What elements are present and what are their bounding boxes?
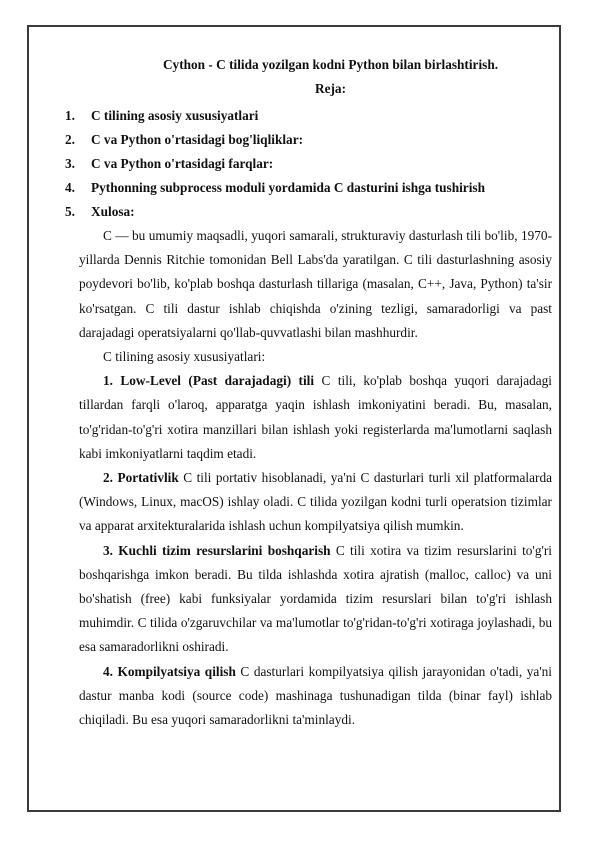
feature-title: 3. Kuchli tizim resurslarini boshqarish [103, 542, 331, 558]
feature-paragraph [79, 539, 552, 660]
plan-item [65, 104, 552, 128]
plan-item-text: Pythonning subprocess moduli yordamida C dasturini ishga tushirish [91, 180, 485, 195]
document-body [65, 56, 552, 732]
plan-item-number: 5. [65, 204, 75, 219]
feature-title: 1. Low-Level (Past darajadagi) tili [103, 373, 315, 389]
plan-list [65, 104, 552, 224]
plan-item [65, 152, 552, 176]
feature-text: C dasturlari kompilyatsiya qilish jarayonidan o'tadi, ya'ni dastur manba kodi (source code) mashinaga tushunadigan tilda (binar fayl) ishlab chiqiladi. Bu esa yuqori samaradorlikni ta'minlaydi. [79, 663, 552, 728]
plan-item-number: 3. [65, 156, 75, 171]
plan-item [65, 200, 552, 224]
feature-paragraph [79, 660, 552, 733]
plan-item-text: C va Python o'rtasidagi farqlar: [91, 156, 274, 171]
document-title: Cython - C tilida yozilgan kodni Python bilan birlashtirish. [162, 57, 499, 72]
plan-item-number: 4. [65, 180, 75, 195]
plan-item-number: 2. [65, 132, 75, 147]
plan-item [65, 128, 552, 152]
plan-item-number: 1. [65, 108, 75, 123]
intro-paragraph: C — bu umumiy maqsadli, yuqori samarali, strukturaviy dasturlash tili bo'lib, 1970-yillarda Dennis Ritchie tomonidan Bell Labs'da yaratilgan. C tili dasturlashning asosiy poydevori bo'lib, ko'plab boshqa dasturlash tillariga (masalan, C++, Java, Python) ta'sir ko'rsatgan. C tili dastur ishlab chiqishda o'zining tezligi, samaradorligi va past darajadagi operatsiyalarni qo'llab-quvvatlashi bilan mashhurdir. [79, 228, 552, 340]
feature-text: C tili, ko'plab boshqa yuqori darajadagi tillardan farqli o'laroq, apparatga yaqin ishlash imkoniyatini beradi. Bu, masalan, to'g'ridan-to'g'ri xotira manzillari bilan ishlash yoki registerlarda ma'lumotlarni saqlash kabi imkoniyatlarni taqdim etadi. [79, 373, 552, 461]
feature-paragraph [79, 369, 552, 466]
plan-item-text: C tilining asosiy xususiyatlari [91, 108, 259, 123]
feature-text: C tili xotira va tizim resurslarini to'g'ri boshqarishga imkon beradi. Bu tilda ishlashda xotira ajratish (malloc, calloc) va uni bo'shatish (free) kabi funksiyalar yordamida tizim resurslari bilan to'g'ri ishlash muhimdir. C tilida o'zgaruvchilar va ma'lumotlar to'g'ridan-to'g'ri xotiraga joylashadi, bu esa samaradorlikni oshiradi. [79, 542, 552, 655]
feature-text: C tili portativ hisoblanadi, ya'ni C dasturlari turli xil platformalarda (Windows, Linux, macOS) ishlay oladi. C tilida yozilgan kodni turli operatsion tizimlar va apparat arxitekturalarida ishlash uchun kompilyatsiya qilish mumkin. [79, 470, 552, 534]
feature-title: 4. Kompilyatsiya qilish [103, 663, 236, 679]
plan-heading: Reja: [314, 81, 346, 96]
feature-paragraph [79, 466, 552, 539]
plan-item-text: C va Python o'rtasidagi bog'liqliklar: [91, 132, 304, 147]
feature-title: 2. Portativlik [103, 470, 179, 486]
plan-item-text: Xulosa: [91, 204, 135, 219]
features-heading: C tilining asosiy xususiyatlari: [103, 349, 266, 365]
plan-item [65, 176, 552, 200]
